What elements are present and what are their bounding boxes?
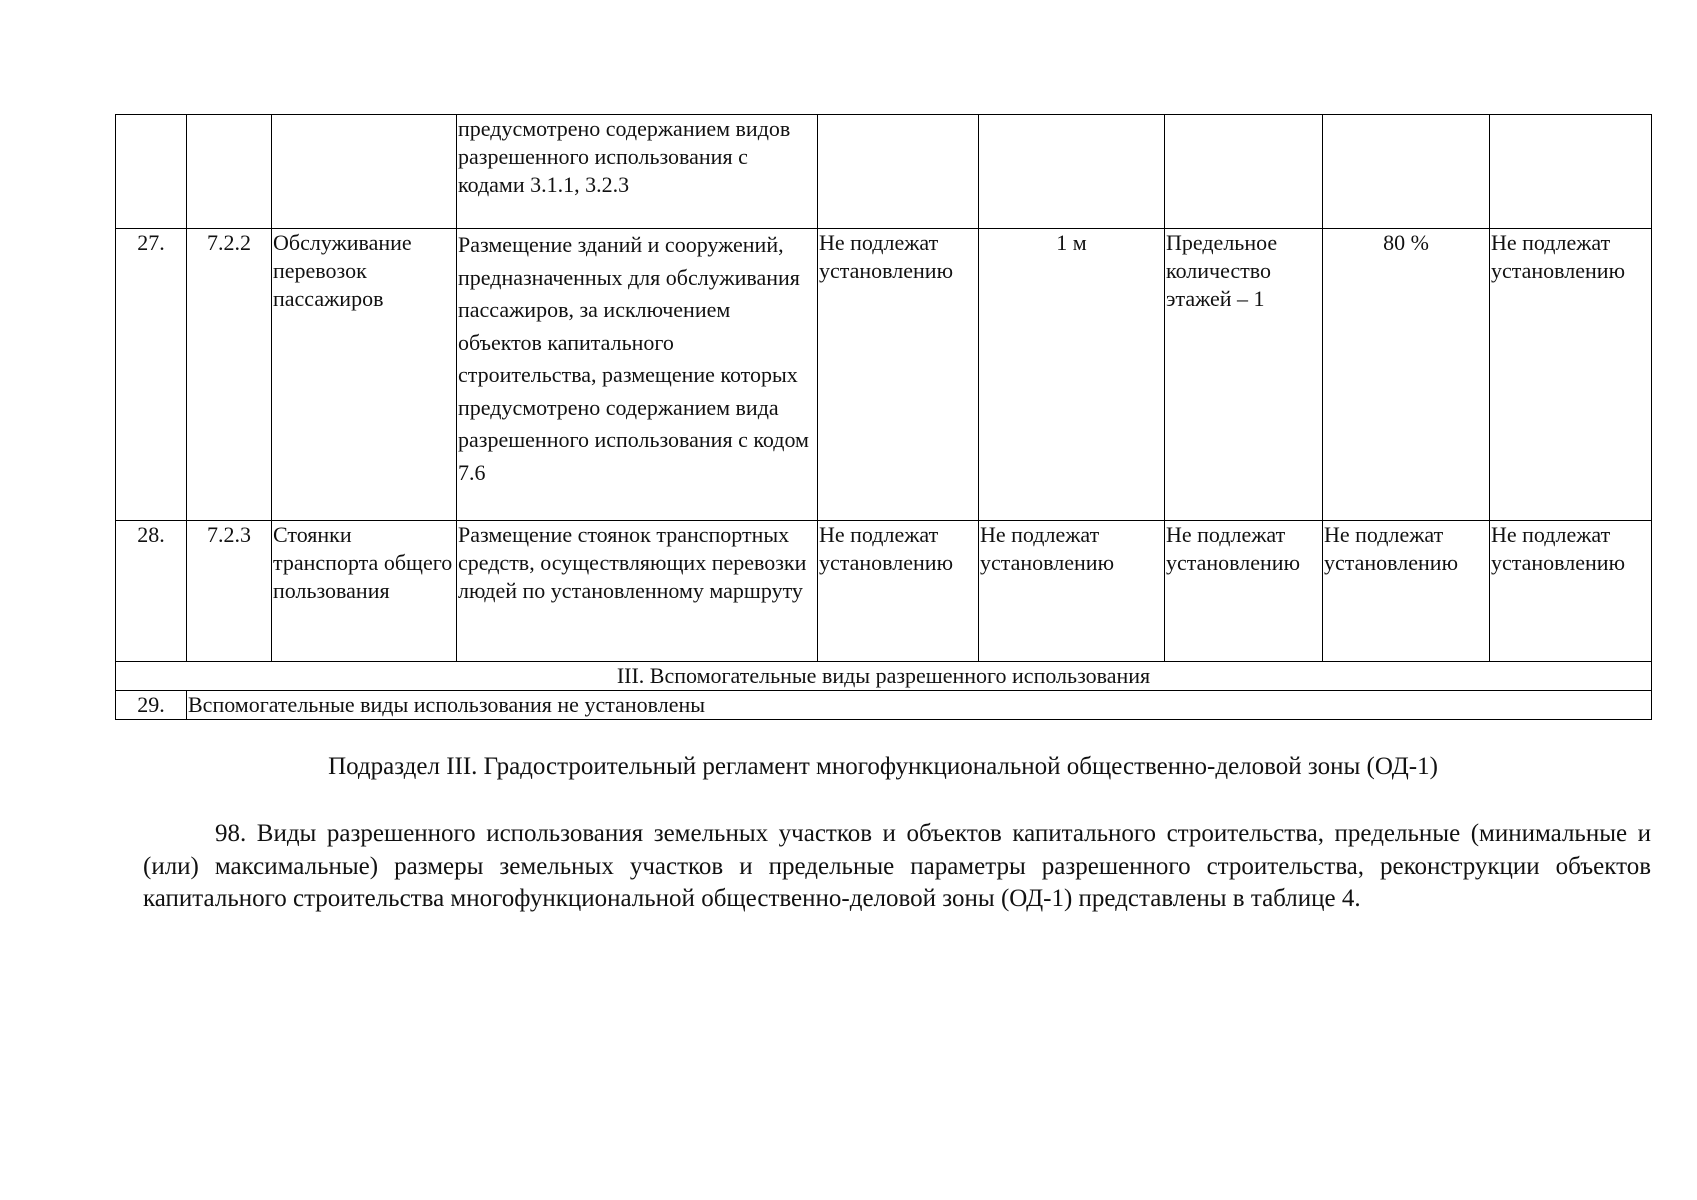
param-cell: Не подлежат установлению [818, 229, 979, 521]
section-heading: III. Вспомогательные виды разрешенного использования [116, 662, 1652, 691]
num-cell [116, 115, 187, 229]
subsection-heading: Подраздел III. Градостроительный регламент многофункциональной общественно-деловой зоны (ОД-1) [328, 753, 1438, 780]
param-cell [1165, 115, 1323, 229]
use-code: 7.2.2 [187, 229, 272, 521]
use-description: Размещение зданий и сооружений, предназначенных для обслуживания пассажиров, за исключением объектов капитального строительства, размещение которых предусмотрено содержанием вида разрешенного использования с кодом 7.6 [457, 229, 818, 521]
param-cell [1323, 115, 1490, 229]
param-cell [1490, 115, 1652, 229]
param-cell: Не подлежат установлению [818, 521, 979, 662]
use-name: Обслуживание перевозок пассажиров [272, 229, 457, 521]
table-row-continuation [116, 115, 1652, 229]
param-cell: Не подлежат установлению [1165, 521, 1323, 662]
row-number: 29. [116, 691, 187, 720]
row-text: Вспомогательные виды использования не установлены [187, 691, 1652, 720]
code-cell [187, 115, 272, 229]
table-row [116, 521, 1652, 662]
param-cell: Предельное количество этажей – 1 [1165, 229, 1323, 521]
use-code: 7.2.3 [187, 521, 272, 662]
row-number: 28. [116, 521, 187, 662]
param-cell [818, 115, 979, 229]
description-cell: предусмотрено содержанием видов разрешенного использования с кодами 3.1.1, 3.2.3 [457, 115, 818, 229]
table-row [116, 229, 1652, 521]
section-heading-row [116, 662, 1652, 691]
param-cell [979, 115, 1165, 229]
row-number: 27. [116, 229, 187, 521]
name-cell [272, 115, 457, 229]
use-name: Стоянки транспорта общего пользования [272, 521, 457, 662]
regulation-table [115, 114, 1652, 720]
param-cell: 80 % [1323, 229, 1490, 521]
param-cell: 1 м [979, 229, 1165, 521]
body-paragraph: 98. Виды разрешенного использования земельных участков и объектов капитального строительства, предельные (минимальные и (или) максимальные) размеры земельных участков и предельные параметры разрешенного строительства, реконструкции объектов капитального строительства многофункциональной общественно-деловой зоны (ОД-1) представлены в таблице 4. [143, 820, 1651, 912]
use-description: Размещение стоянок транспортных средств, осуществляющих перевозки людей по установленному маршруту [457, 521, 818, 662]
param-cell: Не подлежат установлению [979, 521, 1165, 662]
param-cell: Не подлежат установлению [1323, 521, 1490, 662]
table-row [116, 691, 1652, 720]
param-cell: Не подлежат установлению [1490, 229, 1652, 521]
param-cell: Не подлежат установлению [1490, 521, 1652, 662]
